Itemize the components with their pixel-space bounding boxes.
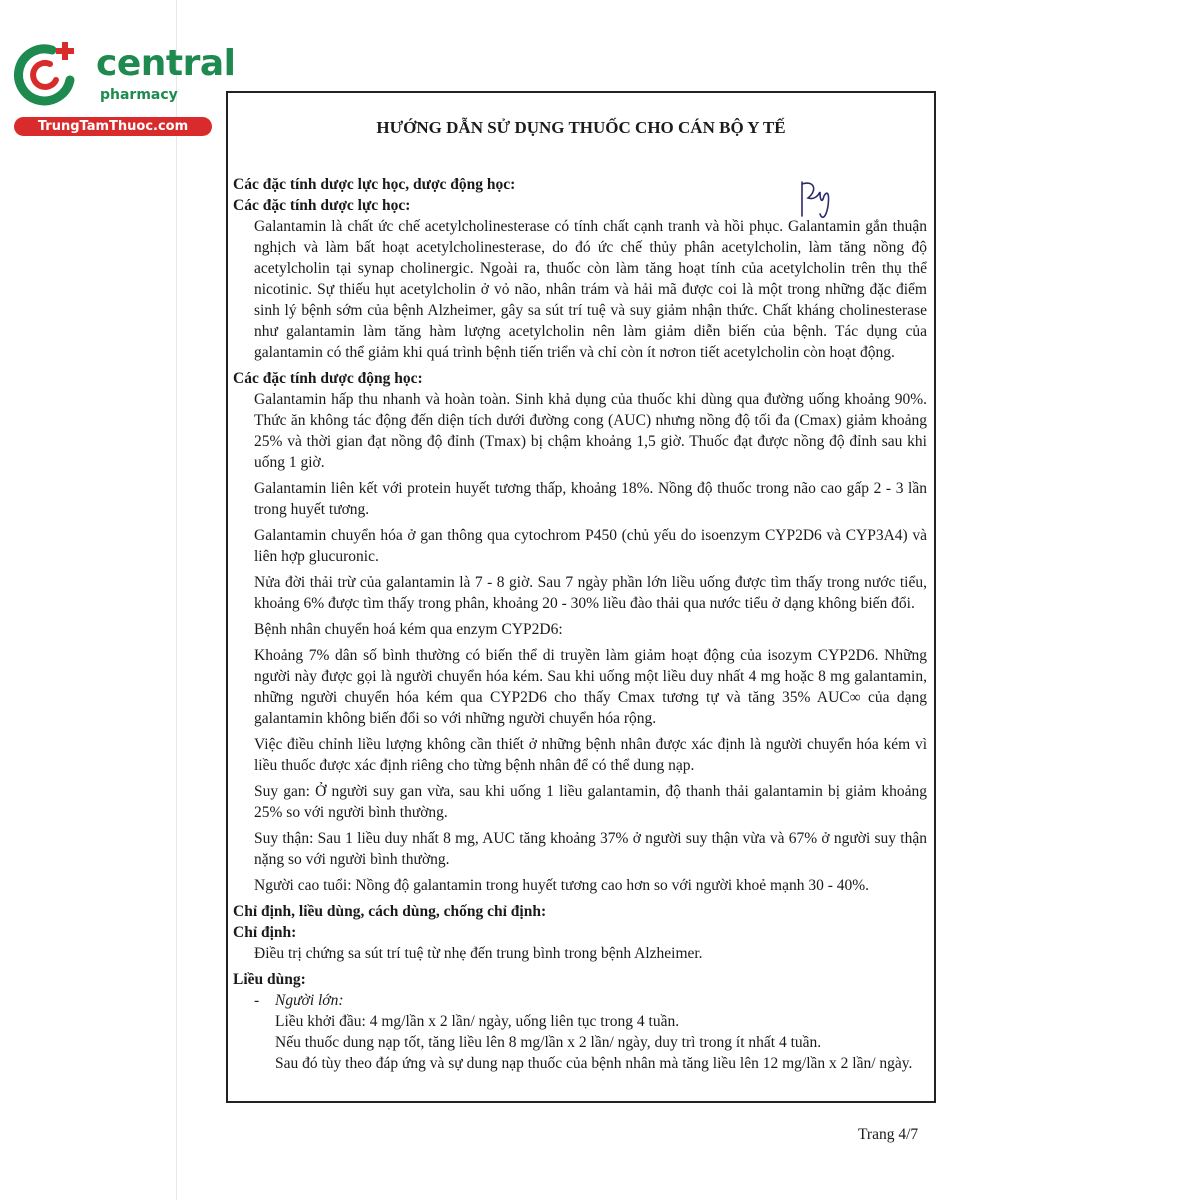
paragraph-pk-elimination: Nửa đời thải trừ của galantamin là 7 - 8 giờ. Sau 7 ngày phần lớn liều uống được tìm thấy trong nước tiểu, khoảng 6% được tìm thấy trong phân, khoảng 20 - 30% liều đào thải qua nước tiểu ở dạng không biến đổi.: [254, 574, 927, 612]
subheading-pharmacokinetics: Các đặc tính dược động học:: [233, 370, 423, 387]
document-title: HƯỚNG DẪN SỬ DỤNG THUỐC CHO CÁN BỘ Y TẾ: [376, 118, 786, 137]
logo-banner[interactable]: TrungTamThuoc.com: [14, 117, 212, 136]
paragraph-pk-poor-metabolizer-heading: Bệnh nhân chuyển hoá kém qua enzym CYP2D6:: [254, 621, 563, 638]
paragraph-pk-elderly: Người cao tuổi: Nồng độ galantamin trong huyết tương cao hơn so với người khoẻ mạnh 30 - 40%.: [254, 877, 870, 894]
paragraph-pharmacodynamics: Galantamin là chất ức chế acetylcholinesterase có tính chất cạnh tranh và hồi phục. Galantamin gắn thuận nghịch và làm bất hoạt acetylcholinesterase, do đó ức chế thủy phân acetylcholin, làm tăng nồng độ acetylcholin tại synap cholinergic. Ngoài ra, thuốc còn làm tăng hoạt tính của acetylcholin trên thụ thể nicotinic. Sự thiếu hụt acetylcholin ở vỏ não, nhân trám và hải mã được coi là một trong những đặc điểm sinh lý bệnh sớm của bệnh Alzheimer, gây sa sút trí tuệ và suy giảm nhận thức. Chất kháng cholinesterase như galantamin làm tăng hàm lượng acetylcholin nên làm giảm diễn biến của bệnh. Tác dụng của galantamin có thể giảm khi quá trình bệnh tiến triển và chỉ còn ít nơron tiết acetylcholin còn hoạt động.: [254, 218, 927, 361]
logo-subtitle: pharmacy: [100, 87, 178, 103]
list-item-adult: [233, 990, 927, 1011]
subheading-indication: Chỉ định:: [233, 924, 297, 941]
section-heading-indications: Chỉ định, liều dùng, cách dùng, chống chỉ định:: [233, 903, 547, 920]
subheading-pharmacodynamics: Các đặc tính dược lực học:: [233, 197, 411, 214]
page-number: Trang 4/7: [858, 1126, 919, 1143]
paragraph-pk-renal: Suy thận: Sau 1 liều duy nhất 8 mg, AUC tăng khoảng 37% ở người suy thận vừa và 67% ở người suy thận nặng so với người bình thường.: [254, 830, 927, 868]
paragraph-pk-hepatic: Suy gan: Ở người suy gan vừa, sau khi uống 1 liều galantamin, độ thanh thải galantamin bị giảm khoảng 25% so với người bình thường.: [254, 783, 927, 821]
logo-name: central: [96, 43, 236, 84]
central-pharmacy-logo[interactable]: [10, 36, 236, 136]
bullet-dash: -: [254, 992, 260, 1009]
paragraph-pk-absorption: Galantamin hấp thu nhanh và hoàn toàn. Sinh khả dụng của thuốc khi dùng qua đường uống khoảng 90%. Thức ăn không tác động đến diện tích dưới đường cong (AUC) nhưng nồng độ tối đa (Cmax) giảm khoảng 25% và thời gian đạt nồng độ đỉnh (Tmax) bị chậm khoảng 1,5 giờ. Thuốc đạt được nồng độ đỉnh sau khi uống 1 giờ.: [254, 391, 927, 471]
pharmacy-cross-logo-icon: [10, 36, 82, 108]
adult-label: Người lớn:: [275, 992, 344, 1009]
paragraph-pk-poor-metabolizer: Khoảng 7% dân số bình thường có biến thể di truyền làm giảm hoạt động của isozym CYP2D6. Những người này được gọi là người chuyển hóa kém. Sau khi uống một liều duy nhất 4 mg hoặc 8 mg galantamin, những người chuyển hóa kém qua CYP2D6 cho thấy Cmax tương tự và tăng 35% AUC∞ của dạng galantamin không biến đổi so với những người chuyển hóa rộng.: [254, 647, 927, 727]
section-heading-pharmacology: Các đặc tính dược lực học, dược động học:: [233, 176, 516, 193]
dosage-line-maintenance: Sau đó tùy theo đáp ứng và sự dung nạp thuốc của bệnh nhân mà tăng liều lên 12 mg/lần x 2 lần/ ngày.: [275, 1055, 913, 1072]
paragraph-pk-metabolism: Galantamin chuyển hóa ở gan thông qua cytochrom P450 (chủ yếu do isoenzym CYP2D6 và CYP3A4) và liên hợp glucuronic.: [254, 527, 927, 565]
paragraph-indication: Điều trị chứng sa sút trí tuệ từ nhẹ đến trung bình trong bệnh Alzheimer.: [254, 945, 703, 962]
document-body: [233, 174, 927, 1074]
subheading-dosage: Liều dùng:: [233, 971, 306, 988]
paragraph-pk-protein-binding: Galantamin liên kết với protein huyết tương thấp, khoảng 18%. Nồng độ thuốc trong não cao gấp 2 - 3 lần trong huyết tương.: [254, 480, 927, 518]
paper-edge: [176, 0, 177, 1200]
paragraph-pk-dose-adjustment: Việc điều chỉnh liều lượng không cần thiết ở những bệnh nhân được xác định là người chuyển hóa kém vì liều thuốc được xác định riêng cho từng bệnh nhân để có thể dung nạp.: [254, 736, 927, 774]
dosage-line-start: Liều khởi đầu: 4 mg/lần x 2 lần/ ngày, uống liên tục trong 4 tuần.: [275, 1013, 680, 1030]
dosage-line-increase: Nếu thuốc dung nạp tốt, tăng liều lên 8 mg/lần x 2 lần/ ngày, duy trì trong ít nhất 4 tuần.: [275, 1034, 822, 1051]
